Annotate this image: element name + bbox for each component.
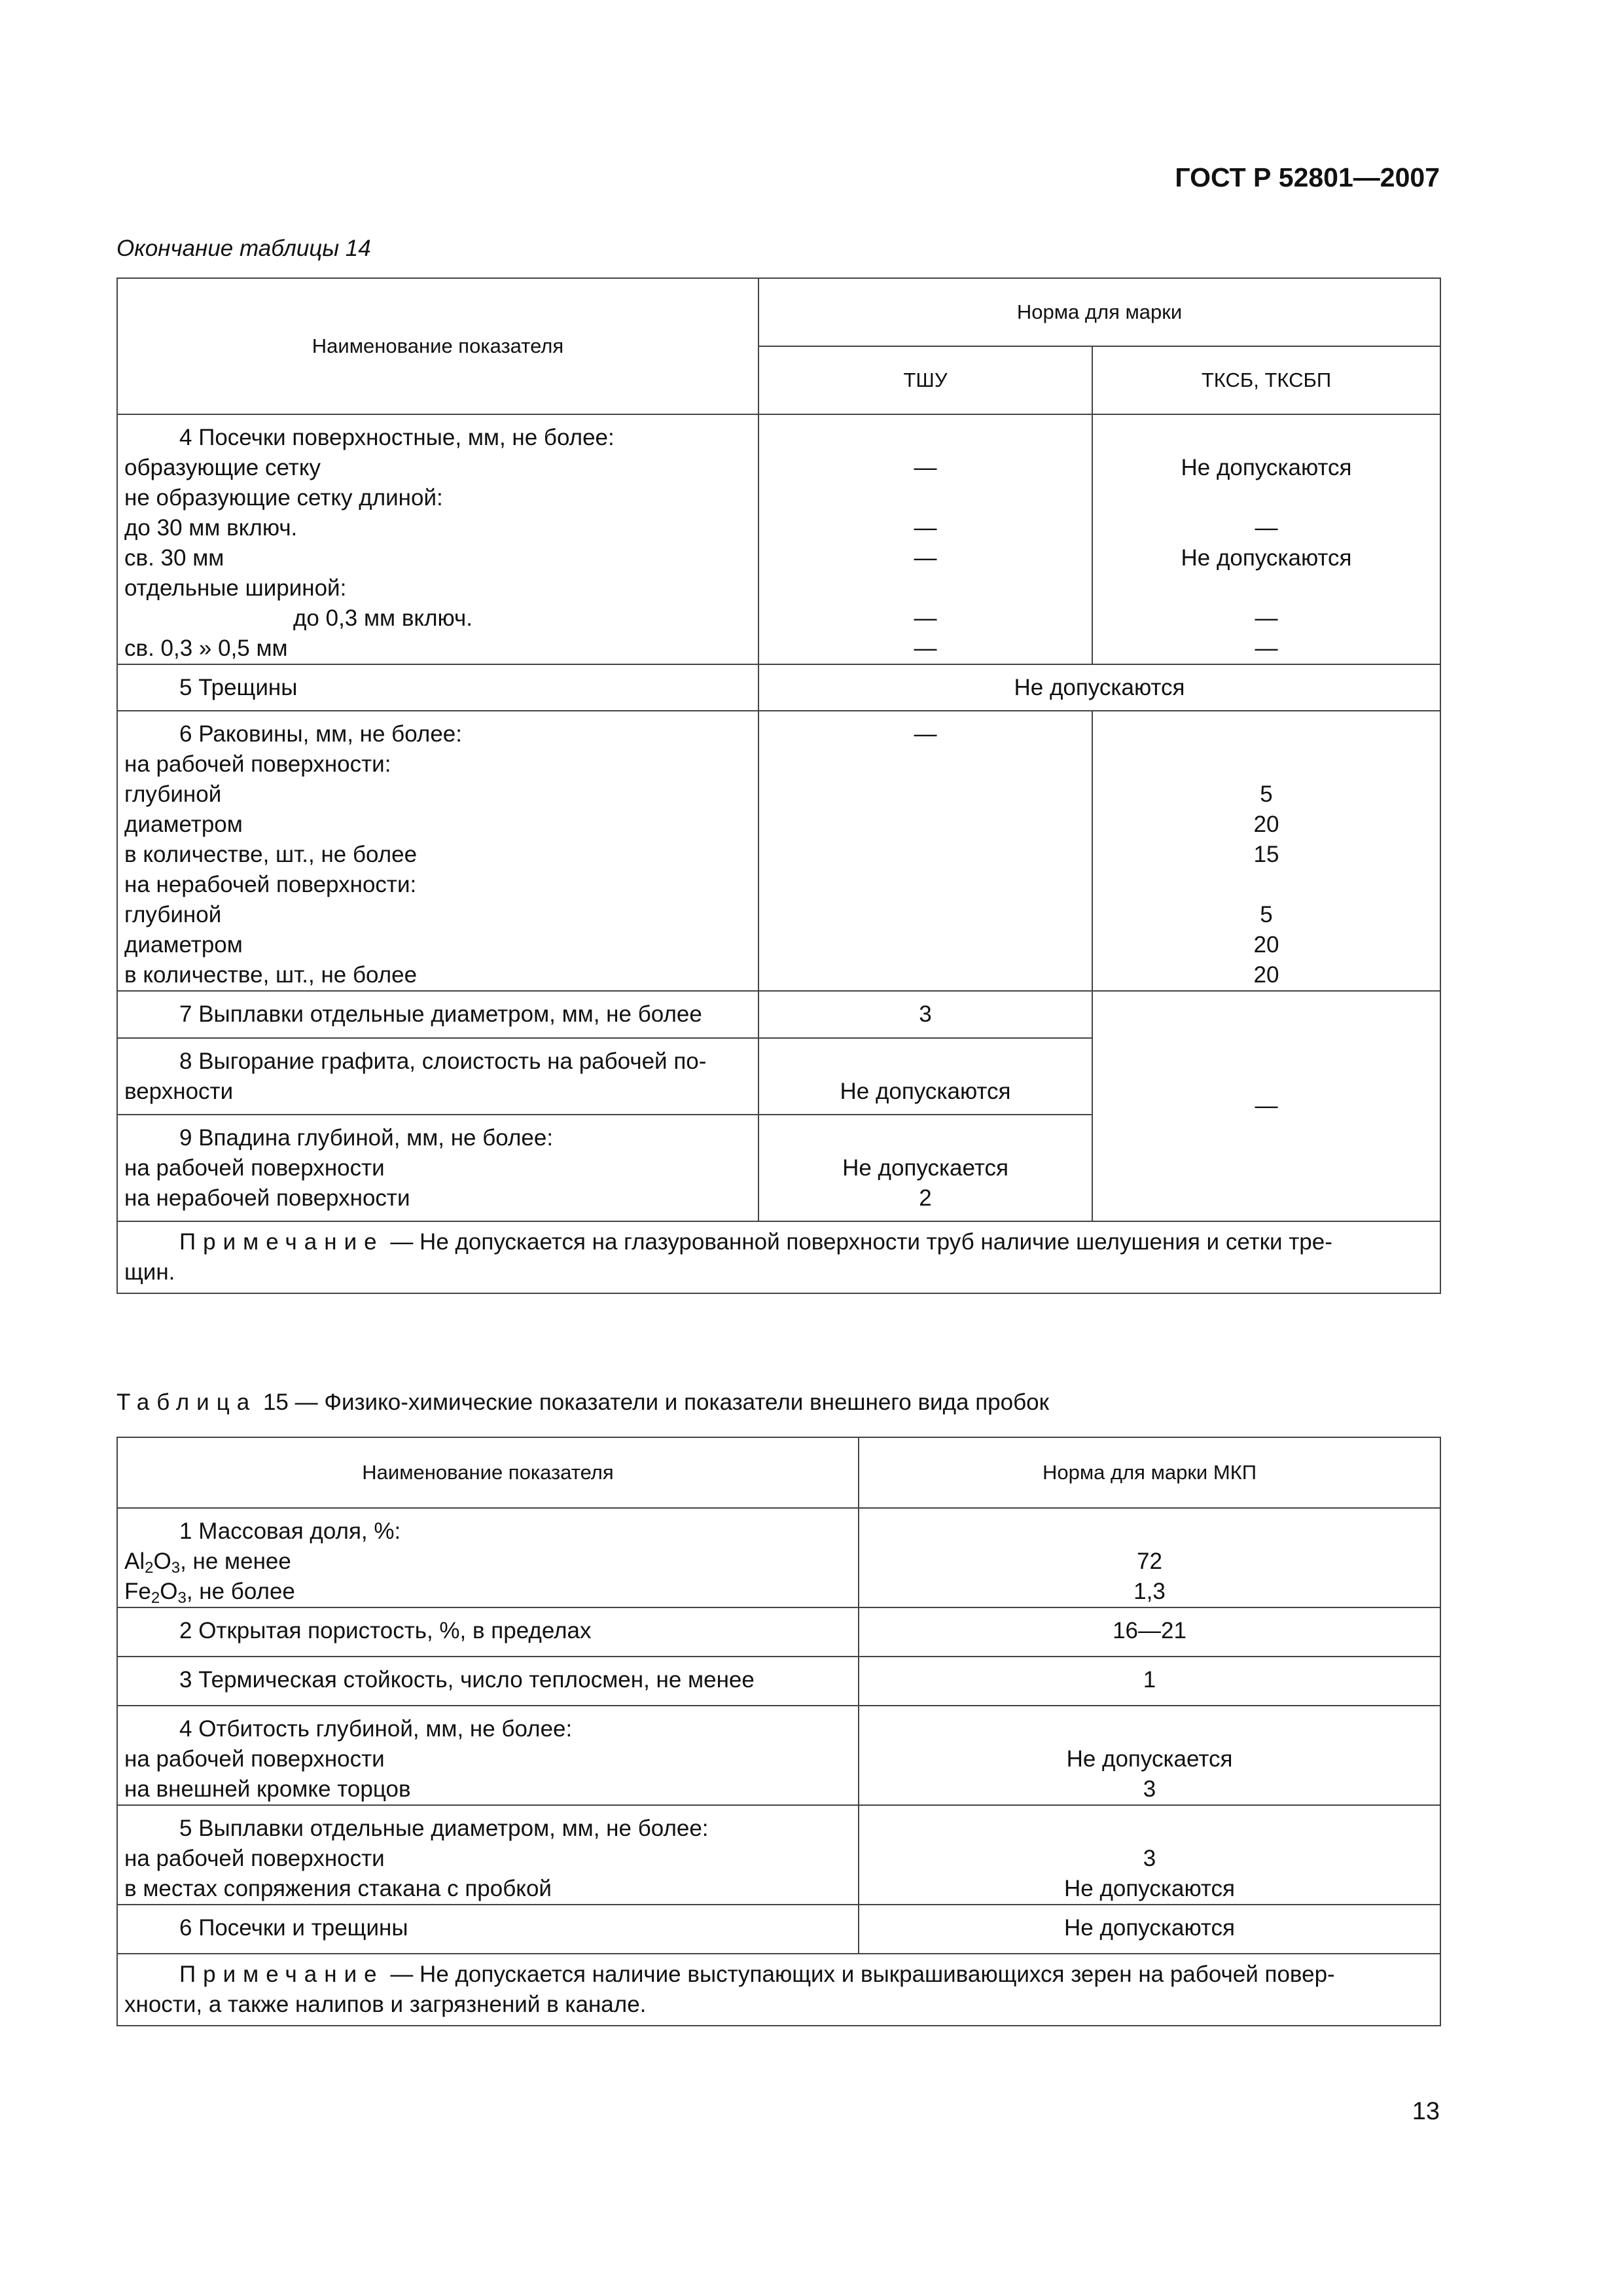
cell-value: Не допускается (1066, 1746, 1233, 1772)
row-label: 9 Впадина глубиной, мм, не более: (179, 1125, 554, 1151)
cell-value: — (1255, 605, 1278, 631)
row-label: диаметром (124, 812, 243, 837)
note-text: — Не допускается наличие выступающих и выкрашивающихся зерен на рабочей повер- (383, 1962, 1335, 1987)
note-text: щин. (124, 1259, 175, 1285)
table-row (117, 1657, 1440, 1706)
row-label: 4 Посечки поверхностные, мм, не более: (179, 425, 615, 450)
row-label: отдельные шириной: (124, 575, 347, 601)
cell-value: — (1255, 1093, 1278, 1119)
row-label: 2 Открытая пористость, %, в пределах (179, 1618, 592, 1643)
row-label: на внешней кромке торцов (124, 1776, 411, 1802)
row-label: 7 Выплавки отдельные диаметром, мм, не более (179, 1001, 702, 1027)
cell-value: — (914, 636, 937, 661)
header-indicator-name: Наименование показателя (117, 1437, 859, 1508)
row-label: св. 0,3 » 0,5 мм (124, 636, 288, 661)
cell-value: 20 (1253, 962, 1279, 988)
row-label: 5 Трещины (179, 675, 298, 700)
cell-value: — (914, 545, 937, 571)
row-label: в местах сопряжения стакана с пробкой (124, 1876, 552, 1901)
table15-caption (116, 1390, 1049, 1416)
table-row (117, 991, 1440, 1038)
table-row (117, 1805, 1440, 1905)
note-text: — Не допускается на глазурованной поверхности труб наличие шелушения и сетки тре- (383, 1229, 1332, 1255)
cell-value: — (1255, 636, 1278, 661)
cell-value: 20 (1253, 812, 1279, 837)
cell-value: 3 (1143, 1846, 1156, 1871)
cell-value: 72 (1137, 1549, 1162, 1574)
row-label: на нерабочей поверхности: (124, 872, 417, 897)
cell-value: Не допускаются (1181, 455, 1352, 480)
row-label: $Al_2O_3$, не менее (124, 1549, 291, 1577)
table-row (117, 711, 1440, 991)
row-label: глубиной (124, 781, 222, 807)
row-label: на нерабочей поверхности (124, 1185, 410, 1211)
table-note (117, 1221, 1440, 1293)
table-14 (116, 278, 1441, 1294)
row-label: 6 Посечки и трещины (179, 1915, 408, 1941)
row-label: 3 Термическая стойкость, число теплосмен, не менее (179, 1667, 755, 1693)
row-label: 4 Отбитость глубиной, мм, не более: (179, 1716, 573, 1742)
row-label: диаметром (124, 932, 243, 958)
row-label: в количестве, шт., не более (124, 962, 418, 988)
table-row (117, 664, 1440, 711)
row-label: св. 30 мм (124, 545, 224, 571)
table-row (117, 1706, 1440, 1805)
note-label: Примечание (179, 1962, 384, 1987)
cell-value: 3 (1143, 1776, 1156, 1802)
cell-value: — (914, 605, 937, 631)
header-norm: Норма для марки (758, 278, 1440, 346)
table-note (117, 1954, 1440, 2026)
row-label: до 0,3 мм включ. (293, 605, 473, 631)
table-row (117, 1905, 1440, 1954)
row-label: глубиной (124, 902, 222, 927)
row-label: верхности (124, 1079, 234, 1104)
row-label: 5 Выплавки отдельные диаметром, мм, не более: (179, 1816, 709, 1841)
row-label: на рабочей поверхности: (124, 751, 391, 777)
note-label: Примечание (179, 1229, 384, 1255)
cell-value: 15 (1253, 842, 1279, 867)
row-label: 6 Раковины, мм, не более: (179, 721, 462, 747)
table15-caption-text: 15 — Физико-химические показатели и показатели внешнего вида пробок (257, 1390, 1049, 1415)
table15-caption-label: Таблица (116, 1390, 257, 1415)
header-tksb: ТКСБ, ТКСБП (1092, 346, 1440, 414)
table14-caption: Окончание таблицы 14 (116, 236, 371, 261)
table-15 (116, 1437, 1441, 2026)
header-indicator-name: Наименование показателя (117, 278, 758, 414)
row-label: до 30 мм включ. (124, 515, 298, 541)
row-label: не образующие сетку длиной: (124, 485, 443, 511)
cell-value: — (914, 455, 937, 480)
standard-designation: ГОСТ Р 52801—2007 (1175, 162, 1440, 192)
row-label: $Fe_2O_3$, не более (124, 1579, 295, 1607)
cell-value: 5 (1260, 902, 1273, 927)
cell-value: 3 (919, 1001, 932, 1027)
row-label: на рабочей поверхности (124, 1746, 385, 1772)
table-row (117, 1508, 1440, 1607)
row-label: на рабочей поверхности (124, 1155, 385, 1181)
cell-value: 1 (1143, 1667, 1156, 1693)
table-row (117, 1607, 1440, 1657)
header-norm-mkp: Норма для марки МКП (859, 1437, 1440, 1508)
row-label: образующие сетку (124, 455, 321, 480)
row-label: 8 Выгорание графита, слоистость на рабочей по- (179, 1049, 707, 1074)
cell-value: Не допускаются (1181, 545, 1352, 571)
cell-value: Не допускается (842, 1155, 1008, 1181)
cell-value: 16—21 (1113, 1618, 1186, 1643)
cell-value: — (1255, 515, 1278, 541)
row-label: на рабочей поверхности (124, 1846, 385, 1871)
page-number: 13 (1412, 2098, 1440, 2125)
cell-value: Не допускаются (1063, 1876, 1236, 1901)
cell-value: 20 (1253, 932, 1279, 958)
cell-value: Не допускаются (1063, 1915, 1236, 1941)
row-label: 1 Массовая доля, %: (179, 1518, 401, 1544)
cell-value: — (914, 721, 937, 747)
cell-value: Не допускаются (840, 1079, 1011, 1104)
cell-value: 5 (1260, 781, 1273, 807)
cell-value: 1,3 (1133, 1579, 1166, 1604)
row-label: в количестве, шт., не более (124, 842, 418, 867)
header-tshu: ТШУ (758, 346, 1092, 414)
note-text: хности, а также налипов и загрязнений в канале. (124, 1992, 647, 2017)
cell-value: — (914, 515, 937, 541)
cell-value: Не допускаются (1014, 675, 1185, 700)
table-row (117, 414, 1440, 664)
cell-value: 2 (919, 1185, 932, 1211)
